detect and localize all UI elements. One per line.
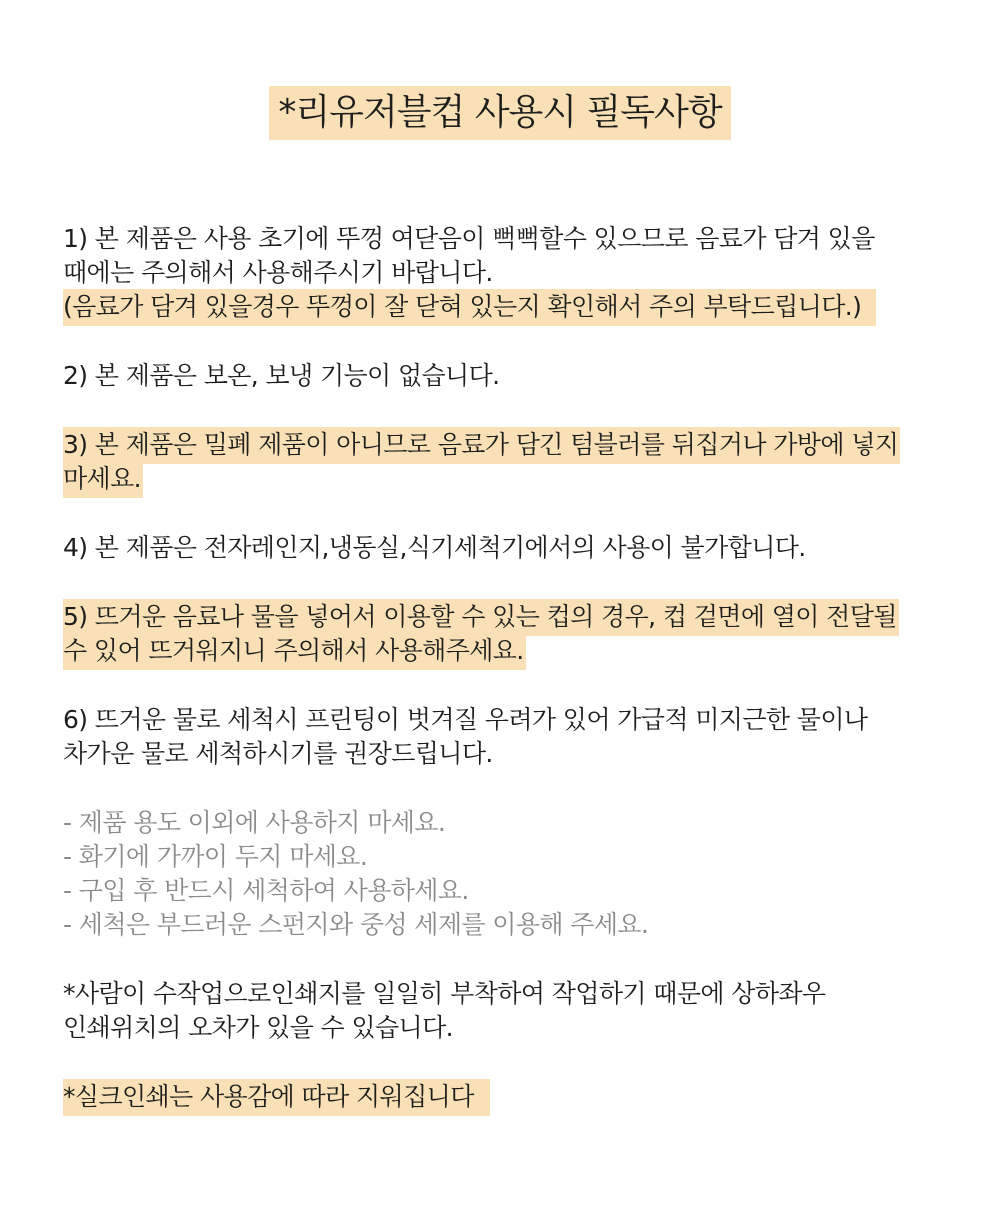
silk-print-note	[63, 1080, 963, 1114]
notice-line: 4) 본 제품은 전자레인지,냉동실,식기세척기에서의 사용이 불가합니다.	[63, 533, 806, 562]
notice-content	[63, 222, 963, 1149]
notice-item-5	[63, 600, 963, 668]
highlight-line-wrap	[63, 428, 963, 462]
caution-item: - 구입 후 반드시 세척하여 사용하세요.	[63, 876, 469, 905]
notice-line: 인쇄위치의 오차가 있을 수 있습니다.	[63, 1013, 453, 1042]
highlight-line-wrap	[63, 600, 963, 634]
notice-item-1	[63, 222, 963, 324]
notice-line: 때에는 주의해서 사용해주시기 바랍니다.	[63, 258, 493, 287]
page-title: *리유저블컵 사용시 필독사항	[269, 86, 730, 140]
notice-item-2	[63, 359, 963, 393]
caution-item: - 화기에 가까이 두지 마세요.	[63, 842, 368, 871]
highlight-line-wrap	[63, 1080, 963, 1114]
highlight-line-wrap	[63, 634, 963, 668]
caution-item: - 제품 용도 이외에 사용하지 마세요.	[63, 808, 446, 837]
caution-item: - 세척은 부드러운 스펀지와 중성 세제를 이용해 주세요.	[63, 910, 649, 939]
highlighted-line: 마세요.	[63, 461, 143, 498]
highlighted-note: (음료가 담겨 있을경우 뚜껑이 잘 닫혀 있는지 확인해서 주의 부탁드립니다.)	[63, 289, 876, 326]
highlight-line-wrap	[63, 462, 963, 496]
caution-list	[63, 806, 963, 942]
notice-item-3	[63, 428, 963, 496]
highlight-line-wrap	[63, 290, 963, 324]
highlighted-line: 5) 뜨거운 음료나 물을 넣어서 이용할 수 있는 컵의 경우, 컵 겉면에 열이 전달될	[63, 599, 899, 636]
notice-line: 6) 뜨거운 물로 세척시 프린팅이 벗겨질 우려가 있어 가급적 미지근한 물이나	[63, 705, 868, 734]
title-container	[0, 86, 1000, 140]
highlighted-note: *실크인쇄는 사용감에 따라 지워집니다	[63, 1079, 490, 1116]
printing-note	[63, 977, 963, 1045]
highlighted-line: 3) 본 제품은 밀폐 제품이 아니므로 음료가 담긴 텀블러를 뒤집거나 가방에 넣지	[63, 427, 900, 464]
notice-line: 2) 본 제품은 보온, 보냉 기능이 없습니다.	[63, 361, 500, 390]
notice-item-4	[63, 531, 963, 565]
highlighted-line: 수 있어 뜨거워지니 주의해서 사용해주세요.	[63, 633, 526, 670]
notice-line: *사람이 수작업으로인쇄지를 일일히 부착하여 작업하기 때문에 상하좌우	[63, 979, 826, 1008]
notice-line: 1) 본 제품은 사용 초기에 뚜껑 여닫음이 뻑뻑할수 있으므로 음료가 담겨 있을	[63, 224, 875, 253]
notice-line: 차가운 물로 세척하시기를 권장드립니다.	[63, 739, 493, 768]
notice-item-6	[63, 703, 963, 771]
